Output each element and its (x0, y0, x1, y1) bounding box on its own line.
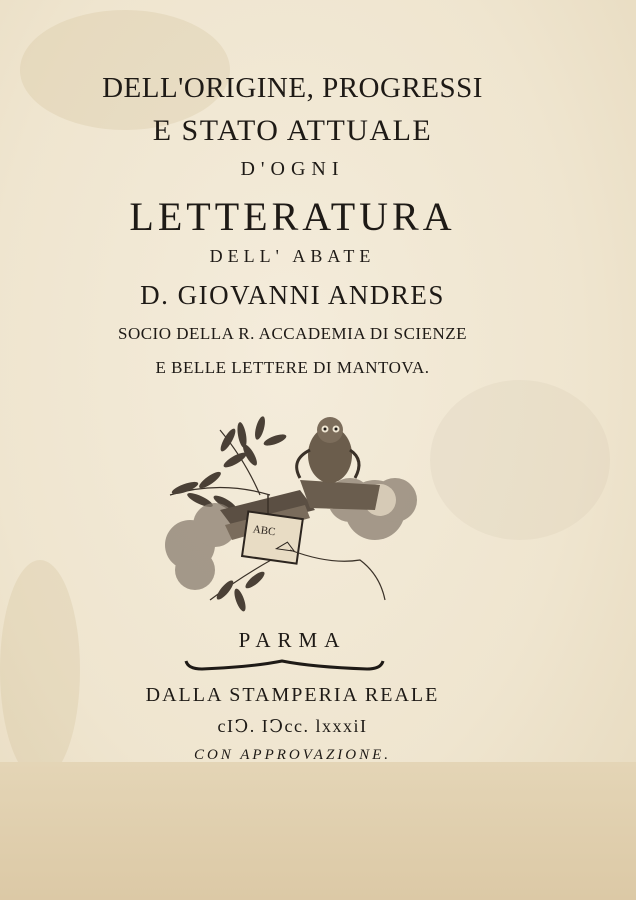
lower-page-band (0, 762, 636, 900)
paper-stain (20, 10, 230, 130)
approval-line: CON APPROVAZIONE. (193, 747, 392, 763)
title-main: LETTERATURA (129, 194, 456, 239)
author-affiliation-1: SOCIO DELLA R. ACCADEMIA DI SCIENZE (117, 324, 467, 343)
place-of-printing: PARMA (238, 628, 347, 652)
author-name: D. GIOVANNI ANDRES (140, 280, 445, 310)
title-line-2: E STATO ATTUALE (152, 114, 433, 147)
paper-stain (430, 380, 610, 540)
flourish-divider-icon (182, 655, 387, 677)
owl-icon (297, 417, 359, 483)
author-affiliation-2: E BELLE LETTERE DI MANTOVA. (155, 358, 430, 377)
author-prefix: DELL' ABATE (209, 246, 376, 266)
publication-date: cIↃ. IↃcc. lxxxiI (217, 716, 368, 736)
ribbon-icon (290, 550, 385, 600)
title-line-3: D'OGNI (240, 158, 345, 180)
tablet-text: ABC (252, 523, 277, 539)
title-line-1: DELL'ORIGINE, PROGRESSI (102, 72, 483, 104)
printer-name: DALLA STAMPERIA REALE (145, 684, 440, 706)
owl-vignette-icon (150, 400, 420, 615)
